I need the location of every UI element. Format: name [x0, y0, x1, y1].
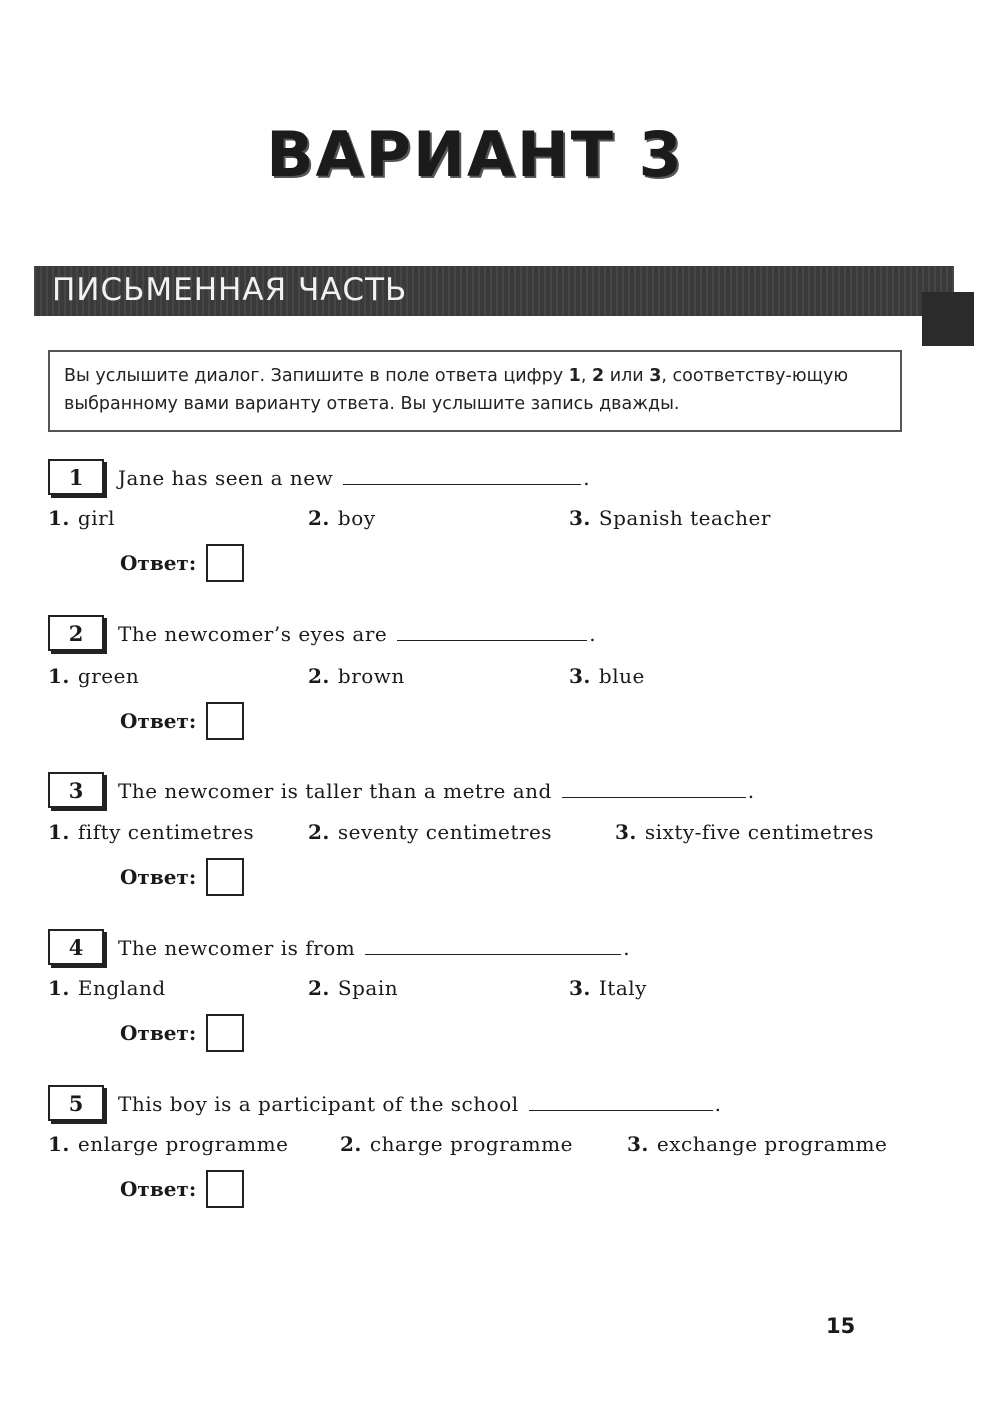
- option-text: girl: [77, 506, 116, 530]
- answer-label: Ответ:: [120, 551, 197, 575]
- question-text: [118, 1090, 721, 1116]
- answer-box[interactable]: [206, 544, 244, 582]
- question-number-box: 4: [48, 929, 104, 965]
- option-number: 1.: [48, 506, 70, 530]
- instructions-separator: ,: [580, 366, 592, 386]
- answer-row: [120, 702, 244, 740]
- option-number: 3.: [569, 664, 591, 688]
- option-1: [48, 976, 166, 1000]
- question-end: .: [747, 779, 755, 803]
- answer-row: [120, 1014, 244, 1052]
- option-text: blue: [598, 664, 645, 688]
- option-number: 3.: [627, 1132, 649, 1156]
- question-prompt: The newcomer is from: [118, 936, 356, 960]
- question-end: .: [583, 466, 591, 490]
- option-text: England: [77, 976, 166, 1000]
- answer-label: Ответ:: [120, 865, 197, 889]
- option-text: fifty centimetres: [77, 820, 255, 844]
- option-1: [48, 1132, 288, 1156]
- option-number: 2.: [308, 820, 330, 844]
- question-prompt: The newcomer’s eyes are: [118, 622, 388, 646]
- instructions-option-2: 2: [591, 366, 605, 386]
- option-text: enlarge programme: [77, 1132, 289, 1156]
- option-number: 1.: [48, 820, 70, 844]
- option-number: 2.: [340, 1132, 362, 1156]
- option-text: exchange programme: [656, 1132, 888, 1156]
- section-tab-marker: [922, 292, 974, 346]
- page-title: ВАРИАНТ 3: [266, 118, 684, 191]
- option-number: 1.: [48, 664, 70, 688]
- answer-label: Ответ:: [120, 709, 197, 733]
- answer-blank-line: [397, 620, 587, 641]
- instructions-option-3: 3: [649, 366, 662, 386]
- option-1: [48, 820, 254, 844]
- option-text: Spain: [337, 976, 399, 1000]
- answer-label: Ответ:: [120, 1021, 197, 1045]
- option-number: 2.: [308, 976, 330, 1000]
- answer-row: [120, 1170, 244, 1208]
- question-text: [118, 934, 630, 960]
- question-prompt: Jane has seen a new: [118, 466, 334, 490]
- option-1: [48, 506, 115, 530]
- option-2: [308, 664, 405, 688]
- question-prompt: This boy is a participant of the school: [118, 1092, 519, 1116]
- option-text: brown: [337, 664, 405, 688]
- question-number-box: 3: [48, 772, 104, 808]
- question-text: [118, 620, 596, 646]
- question-end: .: [589, 622, 597, 646]
- option-text: Italy: [598, 976, 647, 1000]
- answer-row: [120, 544, 244, 582]
- question-3: [48, 770, 755, 810]
- answer-blank-line: [529, 1090, 713, 1111]
- option-3: [569, 976, 647, 1000]
- answer-blank-line: [343, 464, 581, 485]
- page-number: 15: [826, 1314, 856, 1338]
- instructions-box: [48, 350, 902, 432]
- option-number: 3.: [569, 976, 591, 1000]
- question-number-box: 2: [48, 615, 104, 651]
- section-header: [34, 266, 954, 316]
- option-number: 2.: [308, 664, 330, 688]
- option-1: [48, 664, 139, 688]
- question-number-box: 5: [48, 1085, 104, 1121]
- question-5: [48, 1083, 721, 1123]
- question-text: [118, 464, 590, 490]
- option-2: [308, 506, 376, 530]
- option-2: [308, 820, 552, 844]
- option-2: [340, 1132, 573, 1156]
- question-end: .: [623, 936, 631, 960]
- option-number: 1.: [48, 1132, 70, 1156]
- answer-row: [120, 858, 244, 896]
- option-number: 3.: [615, 820, 637, 844]
- option-text: green: [77, 664, 140, 688]
- instructions-option-1: 1: [568, 366, 581, 386]
- option-text: boy: [337, 506, 376, 530]
- question-4: [48, 927, 630, 967]
- option-text: seventy centimetres: [337, 820, 553, 844]
- answer-box[interactable]: [206, 702, 244, 740]
- option-2: [308, 976, 398, 1000]
- instructions-text: , соответству-ющую выбранному вами варианту ответа. Вы услышите запись дважды.: [64, 366, 849, 414]
- answer-box[interactable]: [206, 1014, 244, 1052]
- option-3: [569, 506, 771, 530]
- answer-blank-line: [365, 934, 621, 955]
- option-3: [615, 820, 874, 844]
- option-number: 2.: [308, 506, 330, 530]
- instructions-separator: или: [604, 366, 650, 386]
- section-title: ПИСЬМЕННАЯ ЧАСТЬ: [52, 272, 408, 308]
- question-2: [48, 613, 596, 653]
- question-end: .: [714, 1092, 722, 1116]
- answer-box[interactable]: [206, 1170, 244, 1208]
- option-text: Spanish teacher: [598, 506, 771, 530]
- option-text: charge programme: [369, 1132, 573, 1156]
- option-number: 3.: [569, 506, 591, 530]
- question-1: [48, 457, 590, 497]
- option-3: [569, 664, 645, 688]
- option-number: 1.: [48, 976, 70, 1000]
- question-text: [118, 777, 755, 803]
- instructions-text: Вы услышите диалог. Запишите в поле ответа цифру: [64, 366, 569, 386]
- question-number-box: 1: [48, 459, 104, 495]
- answer-blank-line: [562, 777, 746, 798]
- answer-box[interactable]: [206, 858, 244, 896]
- option-text: sixty-five centimetres: [644, 820, 875, 844]
- answer-label: Ответ:: [120, 1177, 197, 1201]
- option-3: [627, 1132, 887, 1156]
- question-prompt: The newcomer is taller than a metre and: [118, 779, 552, 803]
